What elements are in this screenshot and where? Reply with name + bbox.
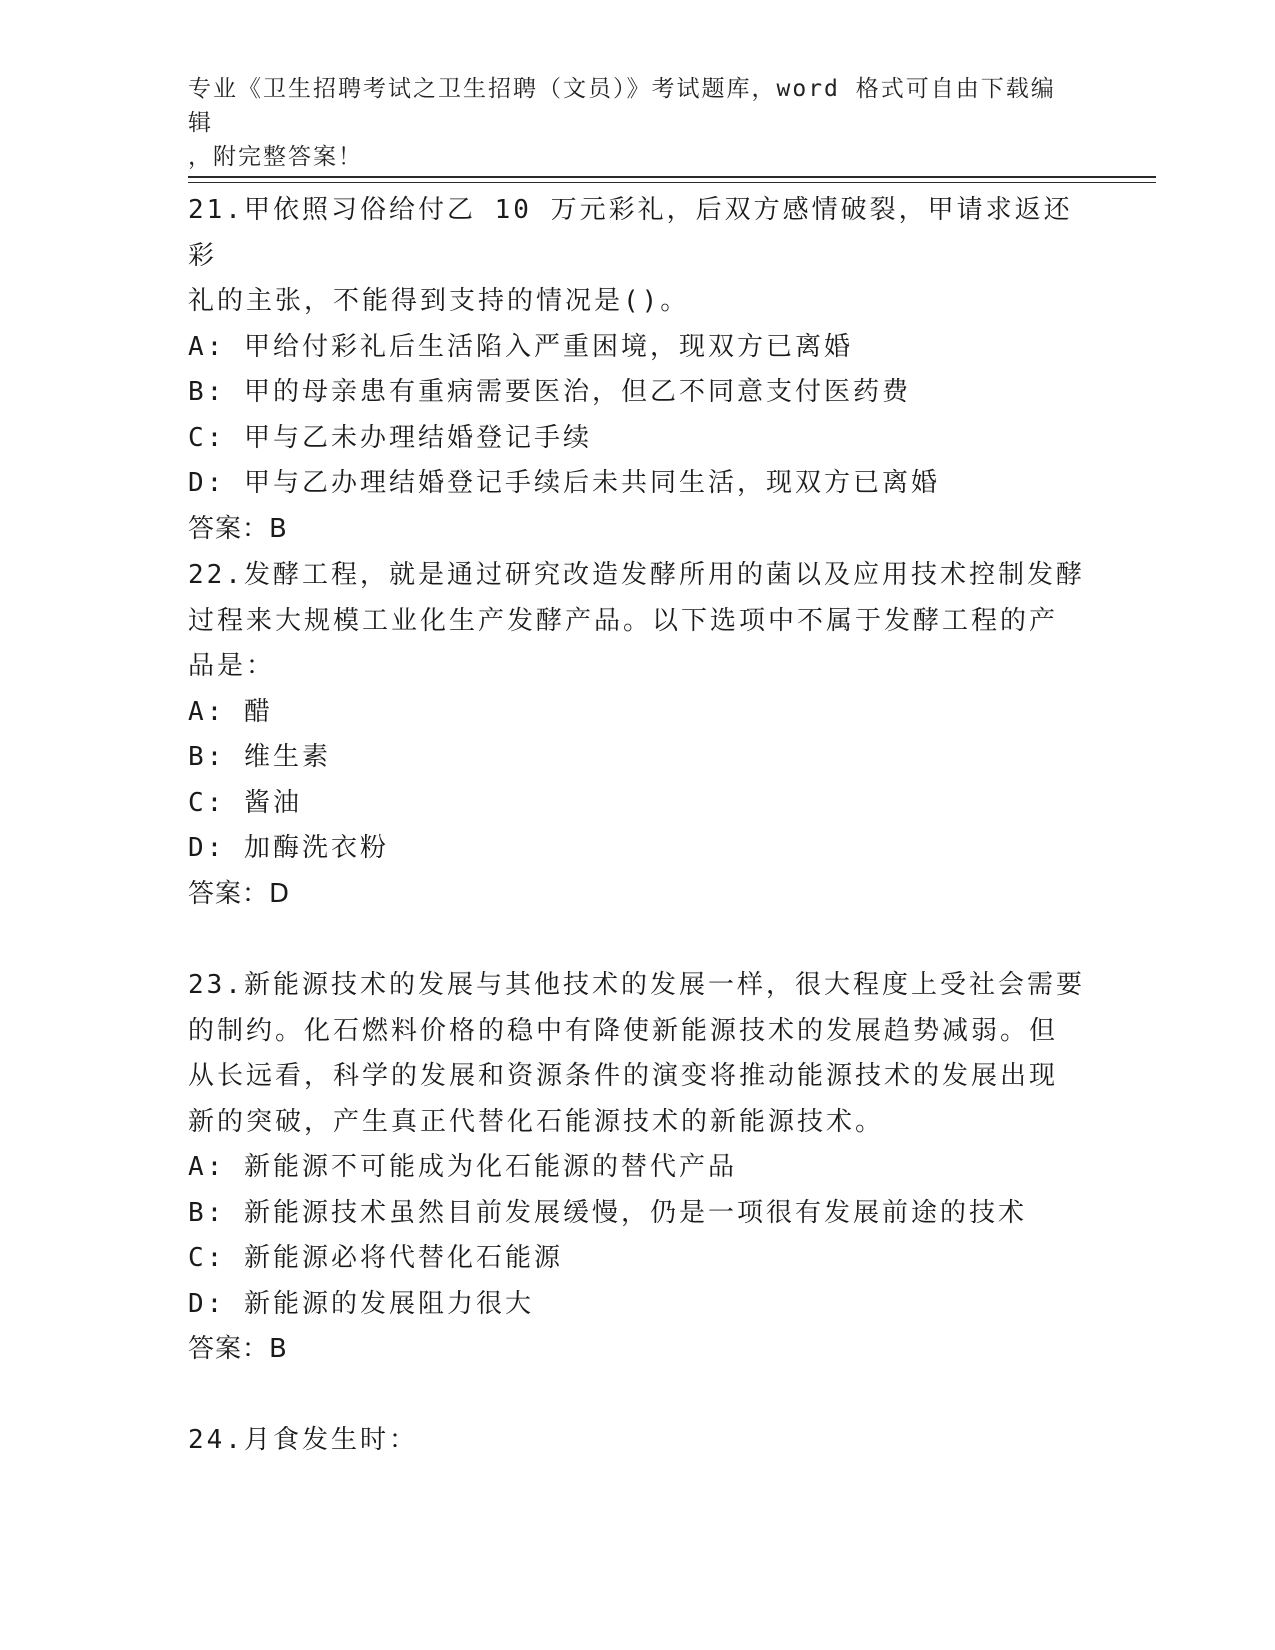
question-stem-line: 从长远看，科学的发展和资源条件的演变将推动能源技术的发展出现: [188, 1061, 1059, 1091]
header-rule-thick: [188, 176, 1156, 178]
option-b: B: 新能源技术虽然目前发展缓慢，仍是一项很有发展前途的技术: [188, 1197, 1027, 1228]
answer-line: 答案：D: [188, 878, 291, 909]
question-stem-line: 的制约。化石燃料价格的稳中有降使新能源技术的发展趋势减弱。但: [188, 1015, 1059, 1046]
question-stem-line: 新的突破，产生真正代替化石能源技术的新能源技术。: [188, 1106, 885, 1137]
question-stem-line: 23.新能源技术的发展与其他技术的发展一样，很大程度上受社会需要: [188, 970, 1085, 1000]
header-line-2: ，附完整答案！: [188, 144, 363, 170]
question-stem-line: 21.甲依照习俗给付乙 10 万元彩礼，后双方感情破裂，甲请求返还彩: [188, 195, 1073, 271]
option-a: A: 新能源不可能成为化石能源的替代产品: [188, 1152, 737, 1182]
answer-line: 答案：B: [188, 1334, 288, 1364]
option-d: D: 加酶洗衣粉: [188, 833, 389, 863]
header-line-1: 专业《卫生招聘考试之卫生招聘（文员）》考试题库，word 格式可自由下载编辑: [188, 76, 1056, 136]
question-stem-line: 品是：: [188, 651, 276, 681]
question-21: [188, 188, 1088, 552]
option-b: B: 甲的母亲患有重病需要医治，但乙不同意支付医药费: [188, 377, 911, 407]
question-23: [188, 963, 1088, 1373]
option-c: C: 新能源必将代替化石能源: [188, 1243, 563, 1273]
option-b: B: 维生素: [188, 742, 331, 772]
option-a: A: 醋: [188, 696, 273, 727]
question-stem-line: 过程来大规模工业化生产发酵产品。以下选项中不属于发酵工程的产: [188, 605, 1059, 636]
option-a: A: 甲给付彩礼后生活陷入严重困境，现双方已离婚: [188, 331, 853, 362]
option-c: C: 甲与乙未办理结婚登记手续: [188, 422, 592, 453]
option-c: C: 酱油: [188, 787, 302, 818]
question-24: [188, 1418, 1088, 1464]
answer-line: 答案：B: [188, 513, 288, 544]
question-22: [188, 553, 1088, 917]
header-rule-thin: [188, 182, 1156, 183]
question-stem-line: 22.发酵工程，就是通过研究改造发酵所用的菌以及应用技术控制发酵: [188, 560, 1085, 590]
question-stem-line: 礼的主张，不能得到支持的情况是()。: [188, 286, 690, 316]
question-stem-line: 24.月食发生时：: [188, 1425, 418, 1455]
option-d: D: 甲与乙办理结婚登记手续后未共同生活，现双方已离婚: [188, 468, 940, 498]
option-d: D: 新能源的发展阻力很大: [188, 1288, 534, 1319]
document-header: [188, 72, 1068, 174]
